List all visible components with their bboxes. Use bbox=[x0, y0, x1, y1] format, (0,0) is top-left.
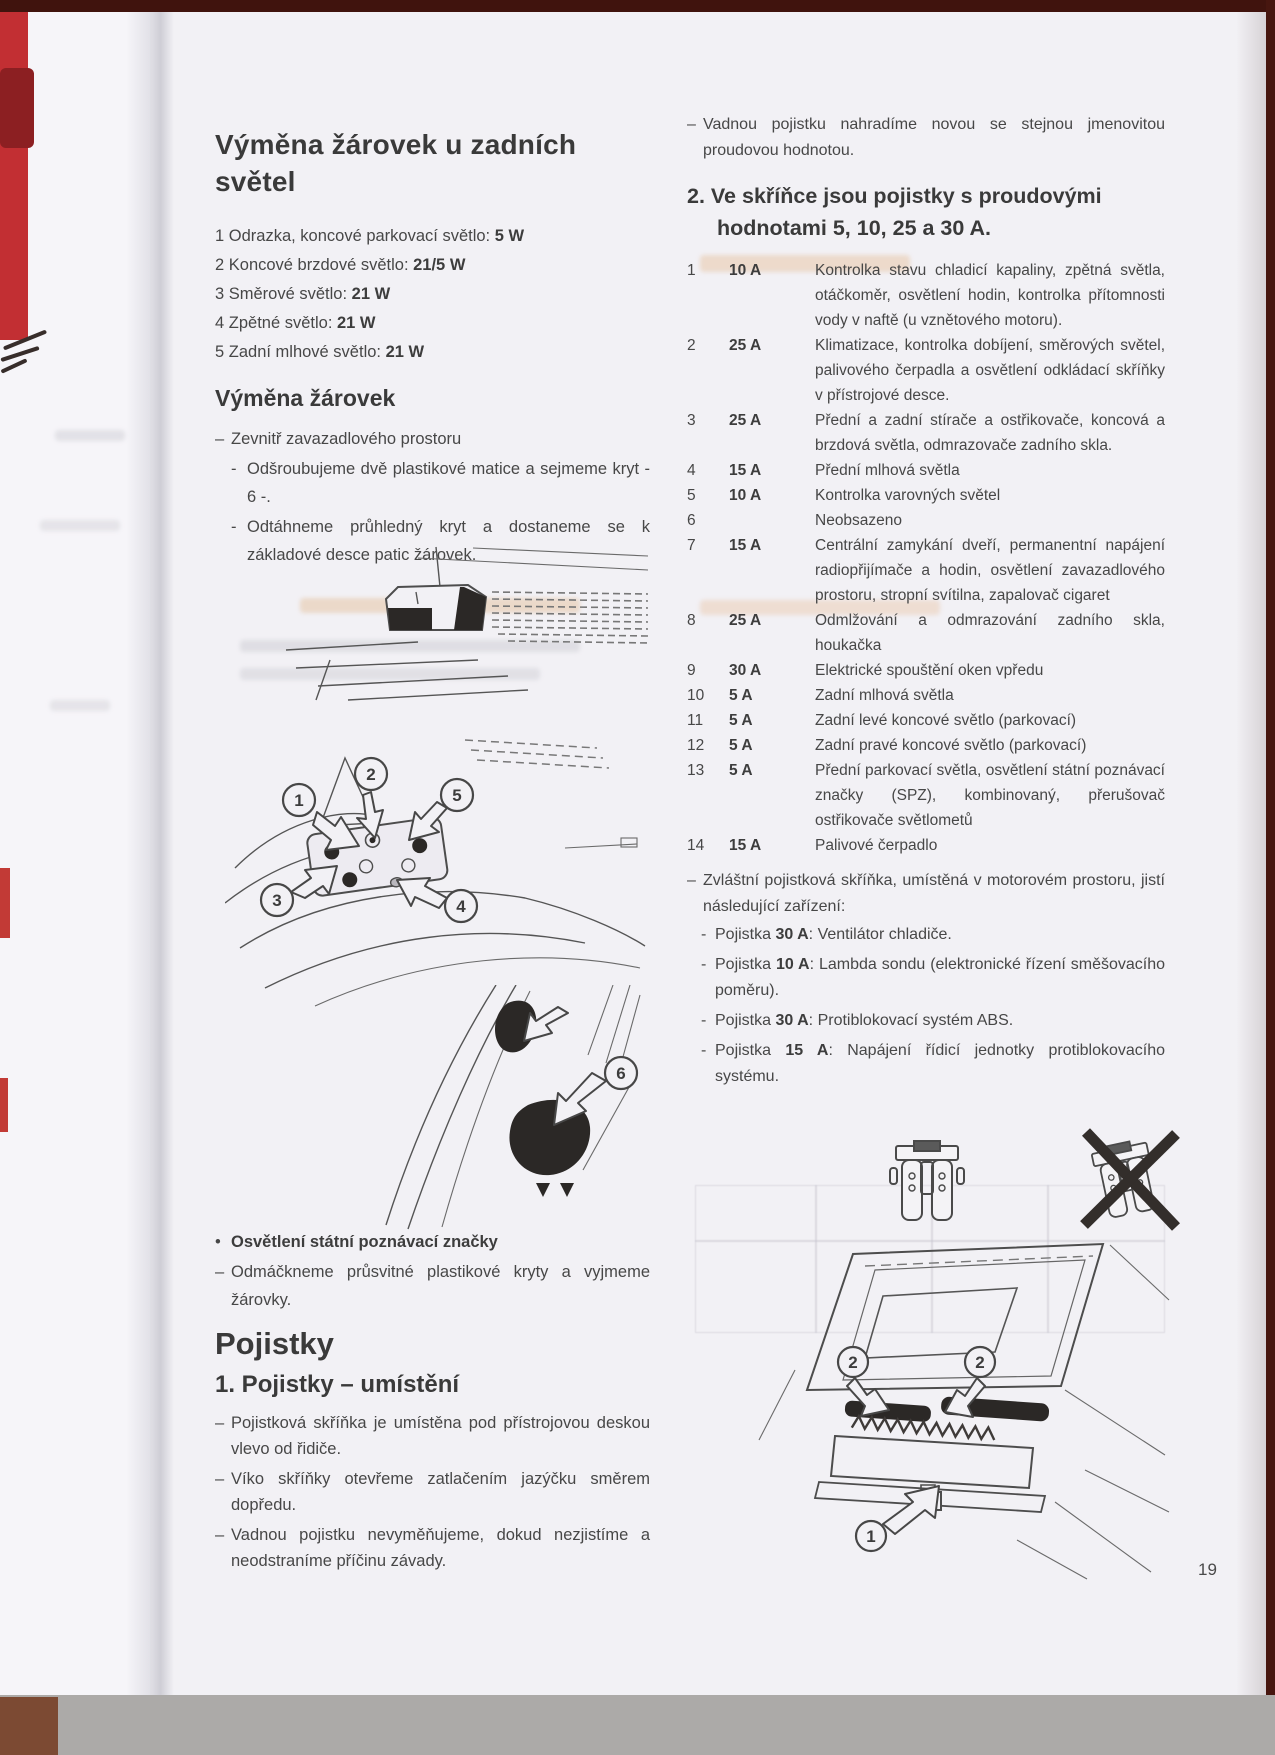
page-number: 19 bbox=[1198, 1560, 1217, 1579]
dash-marker: – bbox=[215, 1414, 225, 1432]
bullet-text: Osvětlení státní poznávací značky bbox=[231, 1233, 498, 1251]
bullet-marker: • bbox=[215, 1233, 221, 1251]
fuse-amp: 25 A bbox=[729, 337, 762, 354]
bulb-label: 3 Směrové světlo: bbox=[215, 285, 352, 303]
section-title-fuses: Pojistky bbox=[215, 1326, 334, 1361]
fuse-amp: 15 A bbox=[729, 837, 762, 854]
bullet-heading bbox=[215, 1228, 650, 1256]
fuse-desc: Zadní pravé koncové světlo (parkovací) bbox=[815, 737, 1087, 754]
fuse-desc: Centrální zamykání dveří, permanentní napájení radiopřijímače a hodin, osvětlení zavazadlového prostoru, stropní svítilna, zapalovač cigaret bbox=[815, 537, 1165, 604]
bulb-spec-row bbox=[215, 309, 650, 338]
callout-6: 6 bbox=[616, 1064, 626, 1083]
dash-marker: - bbox=[231, 518, 237, 536]
dash-marker: - bbox=[701, 1042, 707, 1059]
fuse-amp: 30 A bbox=[775, 926, 809, 943]
fuse-number: 10 bbox=[687, 687, 705, 704]
instruction-step bbox=[687, 112, 1165, 164]
callout-3: 3 bbox=[272, 891, 282, 910]
fusebox-figure bbox=[755, 1240, 1175, 1580]
step-text: Pojistková skříňka je umístěna pod přístrojovou deskou vlevo od řidiče. bbox=[231, 1414, 650, 1458]
page-fold-shadow bbox=[126, 12, 174, 1695]
fuse-desc: Přední parkovací světla, osvětlení státní poznávací značky (SPZ), kombinovaný, přerušovač ostřikovače světlometů bbox=[815, 762, 1165, 829]
right-edge-shadow bbox=[1236, 12, 1266, 1695]
callout-lid-left: 2 bbox=[848, 1353, 858, 1372]
bulb-spec-row bbox=[215, 280, 650, 309]
fuse-amp: 25 A bbox=[729, 612, 762, 629]
bulb-wattage: 5 W bbox=[494, 227, 525, 245]
instruction-step bbox=[215, 1410, 650, 1462]
instruction-step bbox=[215, 1466, 650, 1518]
fuse-number: 13 bbox=[687, 762, 705, 779]
dash-marker: – bbox=[215, 1470, 225, 1488]
fuse-number: 2 bbox=[687, 337, 696, 354]
instruction-step bbox=[215, 425, 650, 453]
fuse-number: 11 bbox=[687, 712, 704, 729]
book-cover-top-edge bbox=[0, 0, 1275, 12]
fuse-row bbox=[687, 483, 1165, 508]
subsection-title-fuse-values: 2. Ve skříňce jsou pojistky s proudovými hodnotami 5, 10, 25 a 30 A. bbox=[687, 184, 1102, 240]
fuse-number: 12 bbox=[687, 737, 705, 754]
fuse-row bbox=[687, 758, 1165, 833]
fuse-word: Pojistka bbox=[715, 1042, 786, 1059]
dash-marker: - bbox=[701, 956, 707, 973]
fuse-desc: Přední mlhová světla bbox=[815, 462, 960, 479]
fuse-row bbox=[687, 533, 1165, 608]
fuse-amp: 30 A bbox=[729, 662, 762, 679]
fuse-amp: 10 A bbox=[729, 262, 762, 279]
callout-1: 1 bbox=[294, 791, 304, 810]
red-edge-mark bbox=[0, 12, 28, 340]
fuse-amp: 10 A bbox=[729, 487, 762, 504]
special-fuse-text bbox=[715, 1008, 1165, 1034]
step-text: Odšroubujeme dvě plastikové matice a sejmeme kryt - 6 -. bbox=[247, 460, 650, 506]
fuse-number: 5 bbox=[687, 487, 696, 504]
callout-5: 5 bbox=[452, 786, 462, 805]
licence-plate-lamp-figure bbox=[378, 985, 653, 1235]
fuse-row bbox=[687, 708, 1165, 733]
bulb-label: 5 Zadní mlhové světlo: bbox=[215, 343, 386, 361]
fuse-amp: 5 A bbox=[729, 737, 753, 754]
special-fuse-item bbox=[701, 1008, 1165, 1034]
step-text: Zvláštní pojistková skříňka, umístěná v motorovém prostoru, jistí následující zařízení: bbox=[703, 872, 1165, 915]
fuse-word: Pojistka bbox=[715, 956, 776, 973]
fuse-desc: Zadní mlhová světla bbox=[815, 687, 954, 704]
dash-marker: - bbox=[231, 460, 237, 478]
step-text: Odmáčkneme průsvitné plastikové kryty a vyjmeme žárovky. bbox=[231, 1263, 650, 1309]
fuse-amp: 5 A bbox=[729, 687, 753, 704]
step-text: Zevnitř zavazadlového prostoru bbox=[231, 430, 462, 448]
bulb-wattage: 21 W bbox=[385, 343, 425, 361]
fuse-amp: 30 A bbox=[775, 1012, 809, 1029]
location-steps bbox=[215, 1410, 650, 1574]
instruction-step bbox=[215, 1258, 650, 1314]
fuse-amp: 15 A bbox=[785, 1042, 829, 1059]
bulb-label: 2 Koncové brzdové světlo: bbox=[215, 256, 414, 274]
fuse-row bbox=[687, 508, 1165, 533]
bulb-spec-row bbox=[215, 338, 650, 367]
fuse-amp: 25 A bbox=[729, 412, 762, 429]
step-text: Vadnou pojistku nahradíme novou se stejnou jmenovitou proudovou hodnotou. bbox=[703, 116, 1165, 159]
dash-marker: - bbox=[701, 926, 707, 943]
dash-marker: – bbox=[215, 1263, 225, 1281]
fuse-row bbox=[687, 833, 1165, 858]
left-column bbox=[215, 112, 650, 571]
fuse-desc: : Lambda sondu (elektronické řízení směšovacího poměru). bbox=[715, 956, 1166, 999]
callout-lid-right: 2 bbox=[975, 1353, 985, 1372]
fuse-desc: Zadní levé koncové světlo (parkovací) bbox=[815, 712, 1077, 729]
callout-4: 4 bbox=[456, 897, 466, 916]
bulb-wattage: 21 W bbox=[337, 314, 376, 332]
callout-2: 2 bbox=[366, 765, 376, 784]
bulb-wattage: 21/5 W bbox=[413, 256, 466, 274]
fuse-amp: 15 A bbox=[729, 537, 762, 554]
book-cover-corner bbox=[0, 1697, 58, 1755]
special-fuse-text bbox=[715, 952, 1165, 1004]
fuse-row bbox=[687, 658, 1165, 683]
fuse-number: 6 bbox=[687, 512, 696, 529]
instruction-substep bbox=[231, 455, 650, 511]
callout-latch: 1 bbox=[866, 1527, 876, 1546]
fuse-word: Pojistka bbox=[715, 1012, 776, 1029]
fuse-number: 3 bbox=[687, 412, 696, 429]
special-fuse-item bbox=[701, 922, 1165, 948]
scanner-background bbox=[0, 1695, 1275, 1755]
fuse-row bbox=[687, 258, 1165, 333]
fuse-row bbox=[687, 733, 1165, 758]
bleed-through-text bbox=[40, 520, 120, 531]
special-fuse-item bbox=[701, 952, 1165, 1004]
step-text: Odtáhneme průhledný kryt a dostaneme se k základové desce patic žárovek. bbox=[247, 518, 650, 564]
red-edge-tick bbox=[0, 1078, 8, 1132]
fuse-amp: 5 A bbox=[729, 712, 753, 729]
bulb-spec-row bbox=[215, 222, 650, 251]
special-fuse-text bbox=[715, 1038, 1165, 1090]
fuse-desc: Elektrické spouštění oken vpředu bbox=[815, 662, 1044, 679]
step-text: Vadnou pojistku nevyměňujeme, dokud nezjistíme a neodstraníme příčinu závady. bbox=[231, 1526, 650, 1570]
section-title-bulbs: Výměna žárovek u zadních světel bbox=[215, 129, 577, 197]
fuse-desc: Odmlžování a odmrazování zadního skla, houkačka bbox=[815, 612, 1165, 654]
bleed-through-text bbox=[55, 430, 125, 441]
bulb-spec-row bbox=[215, 251, 650, 280]
subsection-title-replacement: Výměna žárovek bbox=[215, 385, 396, 411]
fuse-row bbox=[687, 458, 1165, 483]
fuse-row bbox=[687, 608, 1165, 658]
fuse-desc: Palivové čerpadlo bbox=[815, 837, 938, 854]
fuse-desc: Přední a zadní stírače a ostřikovače, koncová a brzdová světla, odmrazovače zadního skla. bbox=[815, 412, 1165, 454]
fuse-desc: Klimatizace, kontrolka dobíjení, směrových světel, palivového čerpadla a osvětlení odkládací skříňky v přístrojové desce. bbox=[815, 337, 1165, 404]
taillight-bulb-plate-figure bbox=[225, 698, 650, 1013]
fuse-word: Pojistka bbox=[715, 926, 776, 943]
fuse-number: 7 bbox=[687, 537, 696, 554]
fuse-amp: 5 A bbox=[729, 762, 753, 779]
book-cover-right-edge bbox=[1266, 0, 1275, 1700]
fuse-amp: 15 A bbox=[729, 462, 762, 479]
dash-marker: - bbox=[701, 1012, 707, 1029]
special-fusebox-intro bbox=[687, 868, 1165, 920]
fuse-desc: Neobsazeno bbox=[815, 512, 903, 529]
right-column bbox=[687, 112, 1165, 1094]
fuse-number: 8 bbox=[687, 612, 696, 629]
fuse-row bbox=[687, 333, 1165, 408]
fuse-row bbox=[687, 408, 1165, 458]
fuse-amp bbox=[729, 508, 815, 533]
instruction-step bbox=[215, 1522, 650, 1574]
dash-marker: – bbox=[687, 872, 696, 889]
fuse-desc: : Protiblokovací systém ABS. bbox=[808, 1012, 1014, 1029]
bleed-through-text bbox=[50, 700, 110, 711]
dash-marker: – bbox=[215, 1526, 225, 1544]
fuse-desc: Kontrolka varovných světel bbox=[815, 487, 1001, 504]
fuse-desc: Kontrolka stavu chladicí kapaliny, zpětná světla, otáčkoměr, osvětlení hodin, kontrolka přítomnosti vody v naftě (u vznětového motoru). bbox=[815, 262, 1165, 329]
bulb-label: 4 Zpětné světlo: bbox=[215, 314, 337, 332]
red-edge-blotch bbox=[0, 68, 34, 148]
fuse-number: 4 bbox=[687, 462, 696, 479]
special-fuse-text bbox=[715, 922, 1165, 948]
bulb-wattage: 21 W bbox=[351, 285, 391, 303]
fuse-desc: : Ventilátor chladiče. bbox=[808, 926, 952, 943]
fuse-row bbox=[687, 683, 1165, 708]
subsection-title-location: 1. Pojistky – umístění bbox=[215, 1371, 460, 1398]
special-fuse-item bbox=[701, 1038, 1165, 1090]
red-edge-tick bbox=[0, 868, 10, 938]
crossed-out-fuse-figure bbox=[1078, 1122, 1183, 1237]
fuse-number: 9 bbox=[687, 662, 696, 679]
bulb-label: 1 Odrazka, koncové parkovací světlo: bbox=[215, 227, 495, 245]
fuse-table bbox=[687, 258, 1165, 858]
blade-fuse-figure bbox=[888, 1132, 968, 1232]
fuse-number: 14 bbox=[687, 837, 705, 854]
dash-marker: – bbox=[687, 116, 696, 133]
step-text: Víko skříňky otevřeme zatlačením jazýčku směrem dopředu. bbox=[231, 1470, 650, 1514]
left-column-lower bbox=[215, 1228, 650, 1578]
car-rear-figure bbox=[268, 542, 653, 707]
dash-marker: – bbox=[215, 430, 225, 448]
fuse-desc: : Napájení řídicí jednotky protiblokovacího systému. bbox=[715, 1042, 1166, 1085]
fuse-amp: 10 A bbox=[775, 956, 810, 973]
fuse-number: 1 bbox=[687, 262, 696, 279]
